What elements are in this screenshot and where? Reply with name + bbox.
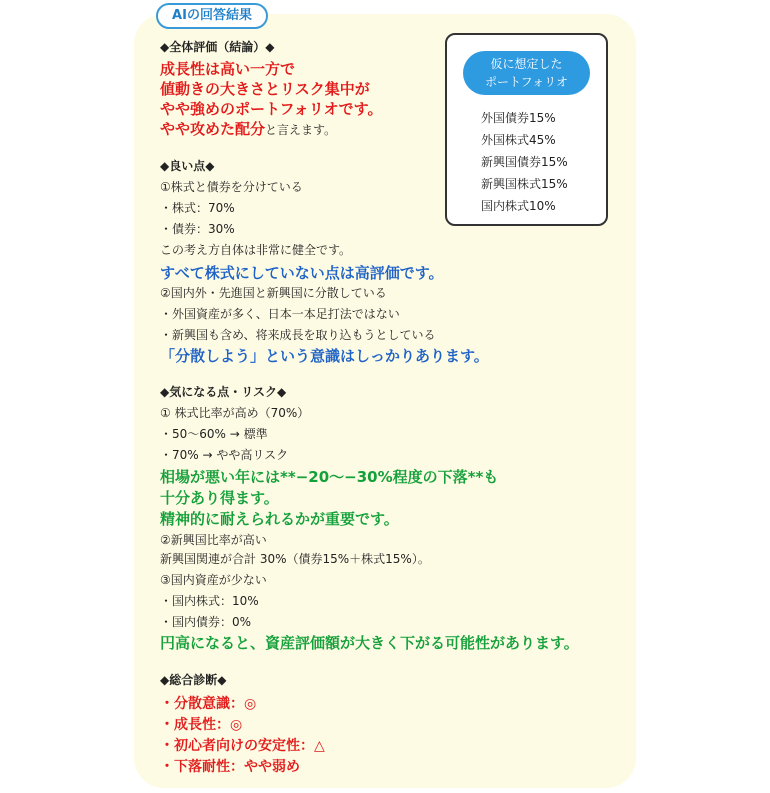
conclusion-line-2: 値動きの大きさとリスク集中が — [160, 80, 370, 98]
summary-heading: ◆総合診断◆ — [160, 673, 227, 687]
portfolio-box — [445, 33, 608, 226]
risk-1b: ・70% → やや高リスク — [160, 448, 289, 462]
risk-3b: ・国内債券：0% — [160, 615, 252, 629]
portfolio-item: 外国株式45% — [481, 133, 556, 147]
portfolio-title-line-1: 仮に想定した — [490, 57, 563, 71]
portfolio-item: 国内株式10% — [481, 199, 556, 213]
summary-item: ・成長性：◎ — [160, 717, 243, 733]
portfolio-title-line-2: ポートフォリオ — [485, 75, 568, 89]
conclusion-plain: と言えます。 — [265, 123, 337, 137]
conclusion-heading: ◆全体評価（結論）◆ — [160, 40, 275, 54]
good-point-1c: この考え方自体は非常に健全です。 — [160, 243, 352, 257]
conclusion-line-1: 成長性は高い一方で — [160, 60, 296, 78]
conclusion-line-3: やや強めのポートフォリオです。 — [160, 100, 383, 118]
good-point-1b: ・債券：30% — [160, 222, 235, 236]
risk-1: ① 株式比率が高め（70%） — [160, 406, 310, 420]
portfolio-title — [463, 51, 590, 95]
risk-1d: 十分あり得ます。 — [160, 489, 279, 507]
portfolio-item: 外国債券15% — [481, 111, 556, 125]
conclusion-line-4 — [160, 118, 336, 139]
portfolio-item: 新興国債券15% — [481, 155, 568, 169]
portfolio-item: 新興国株式15% — [481, 177, 568, 191]
ai-answer-tag: AIの回答結果 — [156, 3, 268, 29]
good-point-1d: すべて株式にしていない点は高評価です。 — [160, 264, 444, 282]
good-point-1a: ・株式：70% — [160, 201, 235, 215]
risk-1a: ・50〜60% → 標準 — [160, 427, 268, 441]
risk-heading: ◆気になる点・リスク◆ — [160, 385, 287, 399]
good-point-2: ②国内外・先進国と新興国に分散している — [160, 286, 387, 300]
good-heading: ◆良い点◆ — [160, 159, 215, 173]
summary-item: ・分散意識：◎ — [160, 696, 257, 712]
risk-3c: 円高になると、資産評価額が大きく下がる可能性があります。 — [160, 634, 579, 652]
risk-3: ③国内資産が少ない — [160, 573, 267, 587]
risk-2a: 新興国関連が合計 30%（債券15%＋株式15%）。 — [160, 552, 430, 566]
good-point-2c: 「分散しよう」という意識はしっかりあります。 — [160, 347, 489, 365]
good-point-2a: ・外国資産が多く、日本一本足打法ではない — [160, 307, 400, 321]
good-point-2b: ・新興国も含め、将来成長を取り込もうとしている — [160, 328, 436, 342]
risk-2: ②新興国比率が高い — [160, 533, 267, 547]
good-point-1: ①株式と債券を分けている — [160, 180, 303, 194]
conclusion-bold: やや攻めた配分 — [160, 120, 266, 138]
risk-1e: 精神的に耐えられるかが重要です。 — [160, 510, 399, 528]
risk-1c: 相場が悪い年には**−20〜−30%程度の下落**も — [160, 468, 499, 486]
risk-3a: ・国内株式：10% — [160, 594, 259, 608]
summary-item: ・初心者向けの安定性：△ — [160, 738, 325, 754]
summary-item: ・下落耐性：やや弱め — [160, 759, 300, 775]
